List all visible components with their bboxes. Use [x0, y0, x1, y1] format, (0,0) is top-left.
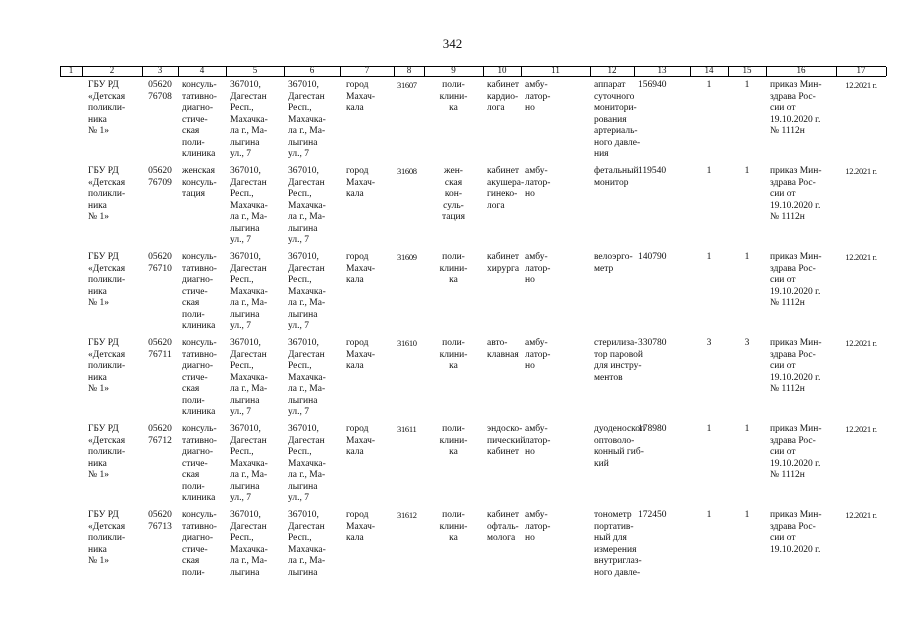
- column-number-12: 12: [607, 65, 617, 75]
- cell-col-7: город Махач- кала: [346, 166, 376, 199]
- cell-col-14: 1: [706, 166, 712, 176]
- cell-col-11: амбу- латор- но: [525, 510, 551, 543]
- cell-col-16: приказ Мин- здрава Рос- сии от 19.10.2020 г. № 1112н: [770, 252, 822, 308]
- cell-col-16: приказ Мин- здрава Рос- сии от 19.10.2020 г.: [770, 510, 822, 555]
- cell-col-3: 05620 76711: [148, 338, 172, 360]
- column-number-13: 13: [657, 65, 667, 75]
- cell-col-16: приказ Мин- здрава Рос- сии от 19.10.2020 г. № 1112н: [770, 424, 822, 480]
- cell-col-7: город Махач- кала: [346, 338, 376, 371]
- table-row: [60, 77, 886, 163]
- cell-col-5: 367010, Дагестан Респ., Махачка- ла г., Ма- лыгина ул., 7: [230, 338, 268, 417]
- cell-col-17: 12.2021 г.: [845, 424, 877, 434]
- table-row: [60, 507, 886, 593]
- column-number-14: 14: [704, 65, 714, 75]
- cell-col-5: 367010, Дагестан Респ., Махачка- ла г., Ма- лыгина ул., 7: [230, 166, 268, 245]
- cell-col-2: ГБУ РД «Детская поликли- ника № 1»: [88, 424, 126, 480]
- column-number-16: 16: [796, 65, 806, 75]
- cell-col-2: ГБУ РД «Детская поликли- ника № 1»: [88, 252, 126, 308]
- cell-col-17: 12.2021 г.: [845, 80, 877, 90]
- cell-col-5: 367010, Дагестан Респ., Махачка- ла г., Ма- лыгина ул., 7: [230, 252, 268, 331]
- cell-col-7: город Махач- кала: [346, 252, 376, 285]
- column-number-5: 5: [252, 65, 258, 75]
- cell-col-15: 1: [744, 80, 750, 90]
- table-row: [60, 163, 886, 249]
- cell-col-17: 12.2021 г.: [845, 338, 877, 348]
- cell-col-15: 1: [744, 510, 750, 520]
- cell-col-12: велоэрго- метр: [594, 252, 633, 274]
- cell-col-15: 1: [744, 166, 750, 176]
- cell-col-7: город Махач- кала: [346, 80, 376, 113]
- cell-col-3: 05620 76710: [148, 252, 172, 274]
- cell-col-14: 1: [706, 424, 712, 434]
- cell-col-9: поли- клини- ка: [439, 338, 468, 371]
- cell-col-9: поли- клини- ка: [439, 80, 468, 113]
- cell-col-3: 05620 76709: [148, 166, 172, 188]
- cell-col-6: 367010, Дагестан Респ., Махачка- ла г., Ма- лыгина ул., 7: [288, 338, 326, 417]
- cell-col-8: 31607: [397, 80, 417, 90]
- column-number-2: 2: [109, 65, 115, 75]
- equipment-table: [60, 66, 886, 593]
- table-row: [60, 335, 886, 421]
- column-number-7: 7: [364, 65, 370, 75]
- cell-col-10: кабинет кардио- лога: [487, 80, 520, 113]
- cell-col-8: 31611: [397, 424, 417, 434]
- column-number-6: 6: [309, 65, 315, 75]
- cell-col-11: амбу- латор- но: [525, 338, 551, 371]
- cell-col-16: приказ Мин- здрава Рос- сии от 19.10.2020 г. № 1112н: [770, 80, 822, 136]
- cell-col-16: приказ Мин- здрава Рос- сии от 19.10.2020 г. № 1112н: [770, 166, 822, 222]
- column-number-9: 9: [451, 65, 456, 75]
- cell-col-12: аппарат суточного монитори- рования артериаль- ного давле- ния: [594, 80, 641, 159]
- cell-col-11: амбу- латор- но: [525, 166, 551, 199]
- cell-col-13: 156940: [638, 80, 667, 90]
- cell-col-15: 1: [744, 424, 750, 434]
- cell-col-3: 05620 76713: [148, 510, 172, 532]
- column-number-11: 11: [551, 65, 560, 75]
- cell-col-10: эндоско- пический кабинет: [487, 424, 526, 457]
- cell-col-7: город Махач- кала: [346, 510, 376, 543]
- column-number-17: 17: [856, 65, 866, 75]
- cell-col-3: 05620 76708: [148, 80, 172, 102]
- cell-col-12: стерилиза- тор паровой для инстру- ментов: [594, 338, 643, 383]
- cell-col-5: 367010, Дагестан Респ., Махачка- ла г., Ма- лыгина: [230, 510, 268, 578]
- cell-col-4: консуль- тативно- диагно- стиче- ская поли- клиника: [182, 338, 217, 417]
- column-number-10: 10: [497, 65, 507, 75]
- cell-col-7: город Махач- кала: [346, 424, 376, 457]
- cell-col-2: ГБУ РД «Детская поликли- ника № 1»: [88, 166, 126, 222]
- table-row: [60, 421, 886, 507]
- column-number-4: 4: [199, 65, 205, 75]
- cell-col-12: тонометр портатив- ный для измерения внутриглаз- ного давле-: [594, 510, 642, 578]
- cell-col-4: консуль- тативно- диагно- стиче- ская поли- клиника: [182, 80, 217, 159]
- cell-col-5: 367010, Дагестан Респ., Махачка- ла г., Ма- лыгина ул., 7: [230, 80, 268, 159]
- cell-col-10: кабинет хирурга: [487, 252, 520, 274]
- cell-col-8: 31612: [397, 510, 417, 520]
- cell-col-17: 12.2021 г.: [845, 166, 877, 176]
- cell-col-14: 1: [706, 510, 712, 520]
- column-number-3: 3: [157, 65, 163, 75]
- cell-col-11: амбу- латор- но: [525, 424, 551, 457]
- cell-col-2: ГБУ РД «Детская поликли- ника № 1»: [88, 338, 126, 394]
- cell-col-6: 367010, Дагестан Респ., Махачка- ла г., Ма- лыгина ул., 7: [288, 424, 326, 503]
- cell-col-6: 367010, Дагестан Респ., Махачка- ла г., Ма- лыгина ул., 7: [288, 166, 326, 245]
- cell-col-16: приказ Мин- здрава Рос- сии от 19.10.2020 г. № 1112н: [770, 338, 822, 394]
- column-number-1: 1: [68, 65, 74, 75]
- cell-col-13: 330780: [638, 338, 667, 348]
- cell-col-6: 367010, Дагестан Респ., Махачка- ла г., Ма- лыгина ул., 7: [288, 252, 326, 331]
- cell-col-17: 12.2021 г.: [845, 252, 877, 262]
- cell-col-8: 31609: [397, 252, 417, 262]
- cell-col-13: 172450: [638, 510, 667, 520]
- table-row: [60, 249, 886, 335]
- cell-col-4: женская консуль- тация: [182, 166, 217, 199]
- cell-col-10: кабинет акушера- гинеко- лога: [487, 166, 525, 211]
- column-number-15: 15: [742, 65, 752, 75]
- cell-col-4: консуль- тативно- диагно- стиче- ская поли-: [182, 510, 217, 578]
- table-header-row: [60, 66, 886, 77]
- cell-col-9: поли- клини- ка: [439, 252, 468, 285]
- cell-col-15: 3: [744, 338, 750, 348]
- cell-col-11: амбу- латор- но: [525, 80, 551, 113]
- table-body: [60, 77, 886, 593]
- cell-col-13: 140790: [638, 252, 667, 262]
- cell-col-9: поли- клини- ка: [439, 510, 468, 543]
- cell-col-11: амбу- латор- но: [525, 252, 551, 285]
- cell-col-13: 119540: [638, 166, 667, 176]
- cell-col-9: поли- клини- ка: [439, 424, 468, 457]
- cell-col-4: консуль- тативно- диагно- стиче- ская поли- клиника: [182, 424, 217, 503]
- cell-col-14: 1: [706, 80, 712, 90]
- cell-col-10: авто- клавная: [487, 338, 519, 360]
- cell-col-3: 05620 76712: [148, 424, 172, 446]
- cell-col-13: 178980: [638, 424, 667, 434]
- header-divider: [886, 67, 887, 76]
- cell-col-2: ГБУ РД «Детская поликли- ника № 1»: [88, 80, 126, 136]
- cell-col-14: 1: [706, 252, 712, 262]
- cell-col-8: 31608: [397, 166, 417, 176]
- cell-col-14: 3: [706, 338, 712, 348]
- cell-col-12: дуоденоскоп оптоволо- конный гиб- кий: [594, 424, 646, 469]
- cell-col-10: кабинет офталь- молога: [487, 510, 520, 543]
- cell-col-8: 31610: [397, 338, 417, 348]
- cell-col-6: 367010, Дагестан Респ., Махачка- ла г., Ма- лыгина ул., 7: [288, 80, 326, 159]
- cell-col-17: 12.2021 г.: [845, 510, 877, 520]
- cell-col-9: жен- ская кон- суль- тация: [441, 166, 466, 222]
- cell-col-6: 367010, Дагестан Респ., Махачка- ла г., Ма- лыгина: [288, 510, 326, 578]
- cell-col-15: 1: [744, 252, 750, 262]
- page-number: 342: [442, 36, 463, 51]
- cell-col-4: консуль- тативно- диагно- стиче- ская поли- клиника: [182, 252, 217, 331]
- cell-col-12: фетальный монитор: [594, 166, 639, 188]
- cell-col-5: 367010, Дагестан Респ., Махачка- ла г., Ма- лыгина ул., 7: [230, 424, 268, 503]
- column-number-8: 8: [406, 65, 412, 75]
- cell-col-2: ГБУ РД «Детская поликли- ника № 1»: [88, 510, 126, 566]
